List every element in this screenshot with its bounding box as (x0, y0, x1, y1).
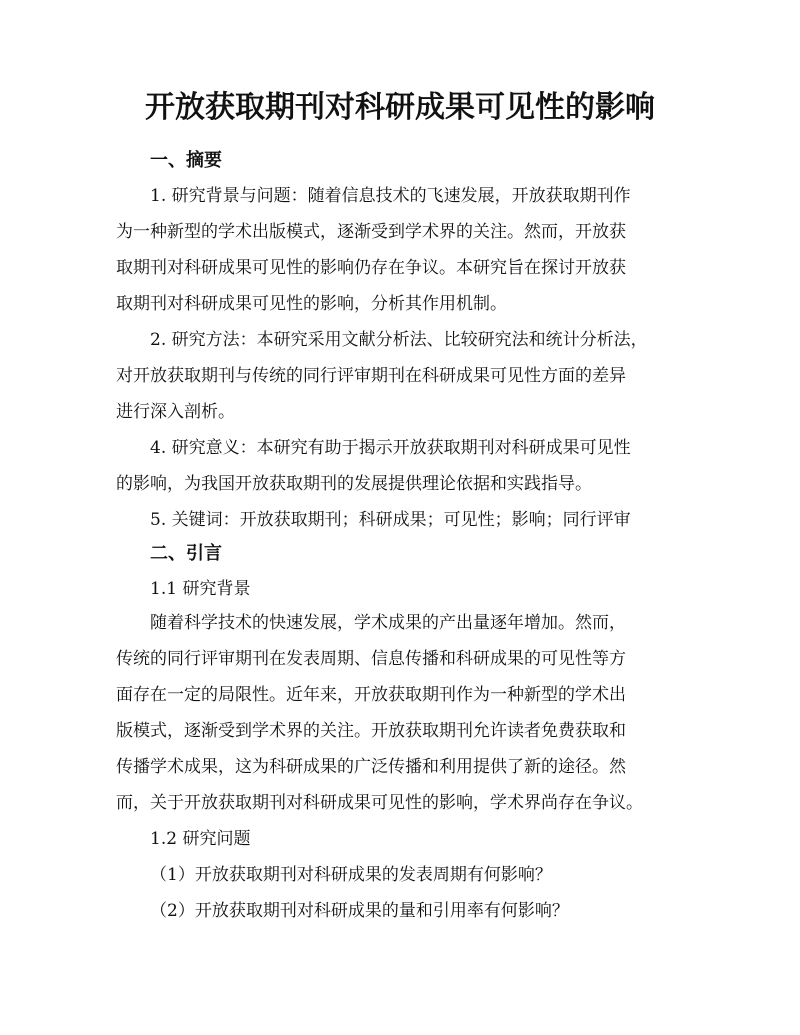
section-1-2-heading: 1.2 研究问题 (150, 829, 251, 849)
abstract-paragraph-3 (116, 430, 686, 502)
abstract-heading: 一、摘要 (150, 150, 222, 171)
text-line: 对开放获取期刊与传统的同行评审期刊在科研成果可见性方面的差异 (116, 366, 626, 386)
research-question-1: （1）开放获取期刊对科研成果的发表周期有何影响？ (150, 865, 552, 885)
abstract-paragraph-1 (116, 178, 686, 322)
text-line: 随着科学技术的快速发展，学术成果的产出量逐年增加。然而， (150, 613, 626, 633)
text-line: 2. 研究方法：本研究采用文献分析法、比较研究法和统计分析法， (150, 330, 648, 350)
text-line: 1. 研究背景与问题：随着信息技术的飞速发展，开放获取期刊作 (150, 186, 631, 206)
document-title: 开放获取期刊对科研成果可见性的影响 (145, 90, 655, 125)
text-line: 的影响，为我国开放获取期刊的发展提供理论依据和实践指导。 (116, 474, 592, 494)
text-line: 取期刊对科研成果可见性的影响仍存在争议。本研究旨在探讨开放获 (116, 258, 626, 278)
text-line: 5. 关键词：开放获取期刊；科研成果；可见性；影响；同行评审 (150, 510, 631, 530)
text-line: 传播学术成果，这为科研成果的广泛传播和利用提供了新的途径。然 (116, 757, 626, 777)
text-line: 4. 研究意义：本研究有助于揭示开放获取期刊对科研成果可见性 (150, 438, 631, 458)
abstract-paragraph-2 (116, 322, 686, 430)
section-1-1-heading: 1.1 研究背景 (150, 579, 251, 599)
text-line: 传统的同行评审期刊在发表周期、信息传播和科研成果的可见性等方 (116, 649, 626, 669)
text-line: 版模式，逐渐受到学术界的关注。开放获取期刊允许读者免费获取和 (116, 721, 626, 741)
intro-heading: 二、引言 (150, 543, 222, 564)
text-line: 而，关于开放获取期刊对科研成果可见性的影响，学术界尚存在争议。 (116, 793, 643, 813)
background-paragraph (116, 605, 686, 821)
text-line: 面存在一定的局限性。近年来，开放获取期刊作为一种新型的学术出 (116, 685, 626, 705)
keywords-paragraph (116, 502, 686, 538)
text-line: 为一种新型的学术出版模式，逐渐受到学术界的关注。然而，开放获 (116, 222, 626, 242)
text-line: 取期刊对科研成果可见性的影响，分析其作用机制。 (116, 294, 507, 314)
research-question-2: （2）开放获取期刊对科研成果的量和引用率有何影响？ (150, 901, 569, 921)
text-line: 进行深入剖析。 (116, 402, 235, 422)
